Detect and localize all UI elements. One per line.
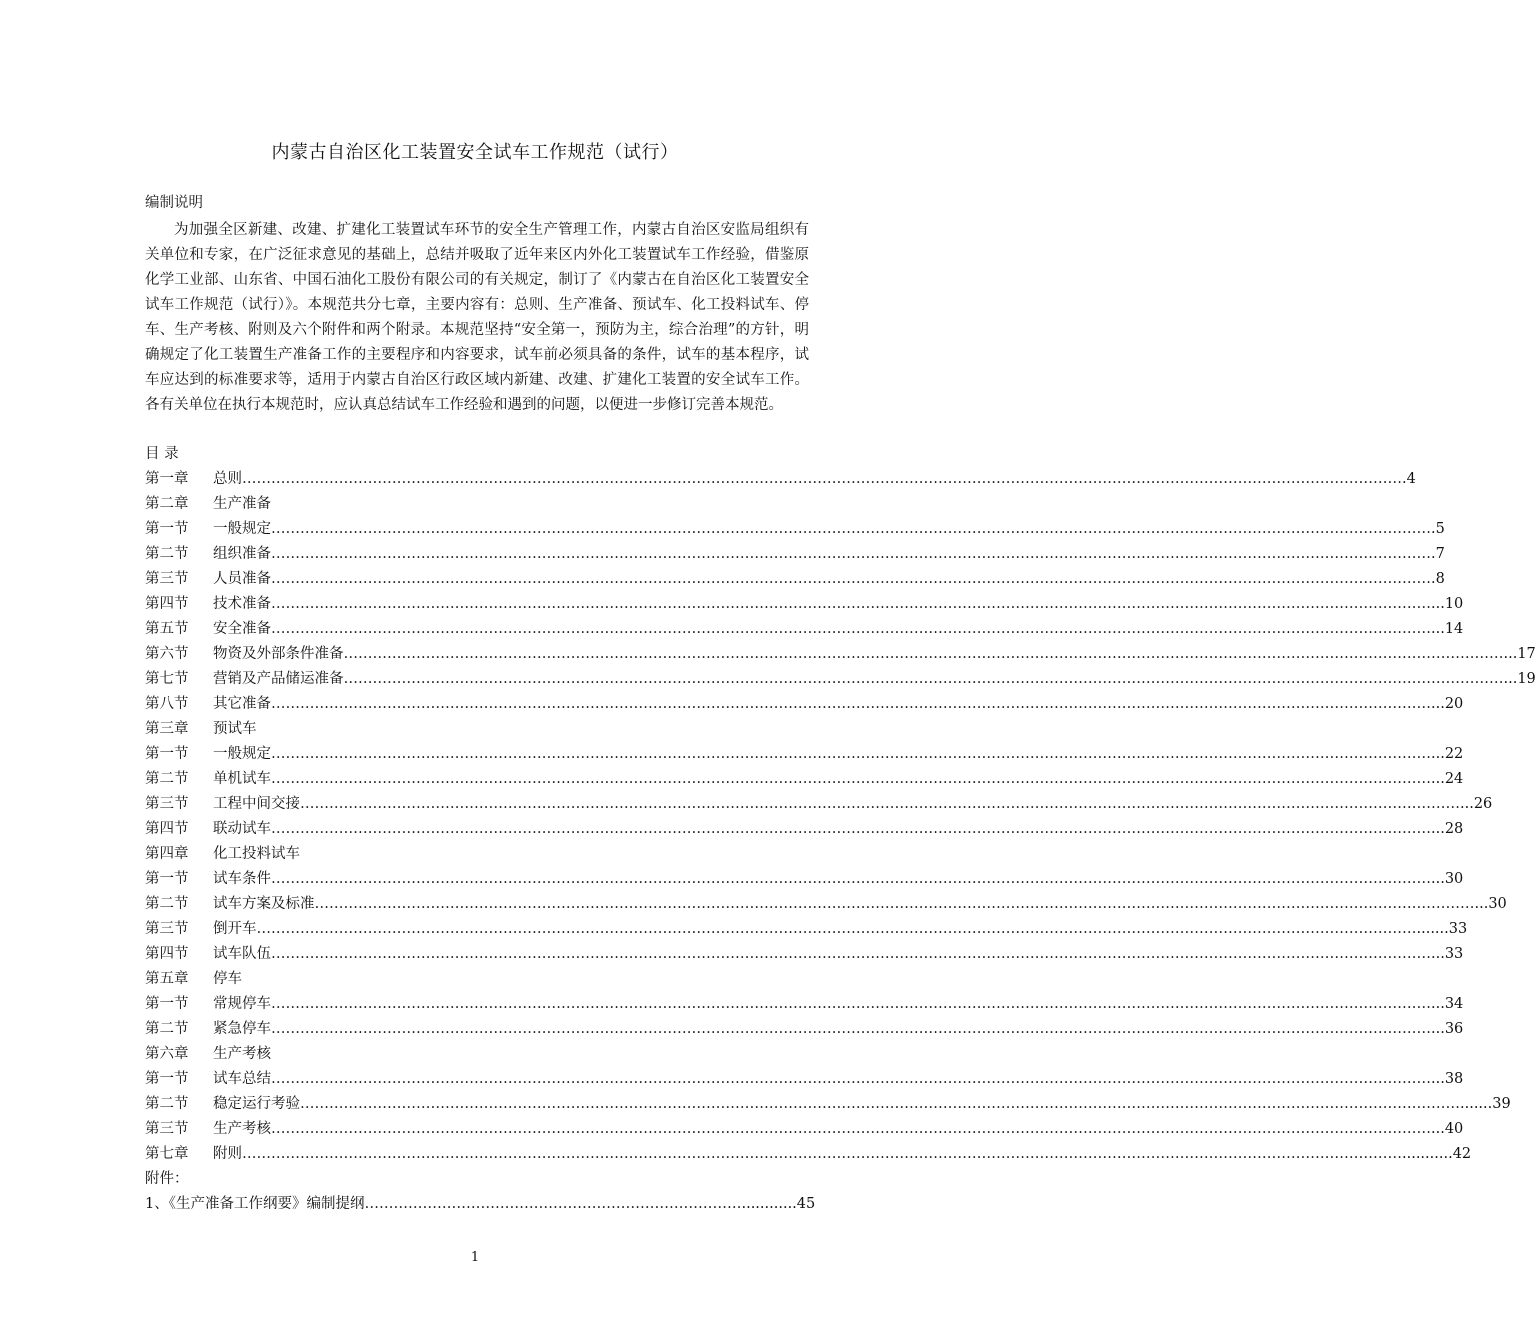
- table-of-contents: [145, 467, 1536, 1167]
- toc-entry-title: 联动试车: [213, 821, 271, 837]
- toc-leader: ……………………………………………………………………………………………………………………………………………………………………………………………………………………: [271, 746, 1431, 762]
- attachment-page: ............45: [741, 1196, 816, 1212]
- toc-entry[interactable]: [145, 842, 615, 867]
- toc-entry-number: 第四节: [145, 821, 189, 837]
- toc-entry-title: 人员准备: [213, 571, 271, 587]
- toc-entry-title: 倒开车: [213, 921, 257, 937]
- toc-entry-number: 第二节: [145, 771, 189, 787]
- toc-entry[interactable]: [145, 1092, 1511, 1117]
- toc-entry[interactable]: [145, 767, 1464, 792]
- toc-entry[interactable]: [145, 542, 1445, 567]
- toc-entry[interactable]: [145, 492, 615, 517]
- toc-entry-number: 第三节: [145, 921, 189, 937]
- toc-entry-number: 第二节: [145, 1096, 189, 1112]
- toc-leader: ……………………………………………………………………………………………………………………………………………………………………………………………………………………: [271, 1121, 1431, 1137]
- toc-leader: ……………………………………………………………………………………………………………………………………………………………………………………………………………………: [271, 696, 1431, 712]
- toc-entry-page: .4: [1402, 471, 1416, 487]
- toc-entry[interactable]: [145, 617, 1464, 642]
- toc-entry-title: 常规停车: [213, 996, 271, 1012]
- toc-entry-title: 化工投料试车: [213, 846, 300, 862]
- attachment-item[interactable]: [145, 1192, 816, 1217]
- toc-entry-title: 生产准备: [213, 496, 271, 512]
- toc-entry[interactable]: [145, 892, 1507, 917]
- toc-leader: ……………………………………………………………………………………………………………………………………………………………………………………………………………………: [271, 546, 1431, 562]
- toc-entry[interactable]: [145, 1017, 1464, 1042]
- toc-entry-number: 第五章: [145, 971, 189, 987]
- toc-entry[interactable]: [145, 467, 1416, 492]
- toc-entry-number: 第三节: [145, 796, 189, 812]
- toc-entry-title: 稳定运行考验: [213, 1096, 300, 1112]
- section-label: 编制说明: [145, 195, 203, 211]
- toc-entry-number: 第二章: [145, 496, 189, 512]
- toc-entry-title: 物资及外部条件准备: [213, 646, 344, 662]
- toc-leader: ……………………………………………………………………………………………………………………………………………………………………………………………………………………: [271, 521, 1431, 537]
- toc-entry-title: 安全准备: [213, 621, 271, 637]
- toc-entry-number: 第四节: [145, 596, 189, 612]
- toc-entry[interactable]: [145, 742, 1464, 767]
- toc-entry[interactable]: [145, 592, 1464, 617]
- toc-entry[interactable]: [145, 967, 615, 992]
- toc-entry-number: 第二节: [145, 546, 189, 562]
- toc-leader: ……………………………………………………………………………………………………………………………………………………………………………………………………………………: [242, 471, 1402, 487]
- toc-leader: ……………………………………………………………………………………………………………………………………………………………………………………………………………………: [271, 771, 1431, 787]
- toc-entry[interactable]: [145, 817, 1464, 842]
- toc-entry-page: ...30: [1474, 896, 1507, 912]
- toc-entry[interactable]: [145, 517, 1445, 542]
- toc-entry-title: 试车队伍: [213, 946, 271, 962]
- toc-entry-page: ...10: [1431, 596, 1464, 612]
- toc-entry-number: 第三节: [145, 571, 189, 587]
- toc-entry-number: 第二节: [145, 896, 189, 912]
- toc-entry-number: 第五节: [145, 621, 189, 637]
- toc-entry-page: ...36: [1431, 1021, 1464, 1037]
- toc-entry-number: 第六节: [145, 646, 189, 662]
- toc-leader: ……………………………………………………………………………………………………………………………………………………………………………………………………………………: [271, 946, 1431, 962]
- toc-leader: ……………………………………………………………………………………………………………………………………………………………………………………………………………………: [271, 1071, 1431, 1087]
- toc-entry-page: .......33: [1416, 921, 1468, 937]
- toc-entry-number: 第一章: [145, 471, 189, 487]
- toc-entry-title: 其它准备: [213, 696, 271, 712]
- toc-entry-page: .8: [1431, 571, 1445, 587]
- toc-entry[interactable]: [145, 717, 615, 742]
- toc-leader: ……………………………………………………………………………………………………………………………………………………………………………………………………………………: [271, 621, 1431, 637]
- toc-entry-number: 第一节: [145, 1071, 189, 1087]
- document-title: 内蒙古自治区化工装置安全试车工作规范（试行）: [271, 142, 679, 163]
- toc-leader: ……………………………………………………………………………………………………………………………………………………………………………………………………………………: [256, 921, 1417, 937]
- attachment-title: 1、《生产准备工作纲要》编制提纲: [145, 1196, 365, 1212]
- toc-entry-title: 一般规定: [213, 521, 271, 537]
- toc-entry-number: 第一节: [145, 521, 189, 537]
- toc-leader: ……………………………………………………………………: [364, 1196, 742, 1212]
- toc-leader: ……………………………………………………………………………………………………………………………………………………………………………………………………………………: [271, 571, 1431, 587]
- toc-entry[interactable]: [145, 867, 1464, 892]
- toc-entry[interactable]: [145, 992, 1464, 1017]
- toc-entry-page: ...28: [1431, 821, 1464, 837]
- toc-entry-number: 第一节: [145, 746, 189, 762]
- toc-leader: ……………………………………………………………………………………………………………………………………………………………………………………………………………………: [343, 646, 1504, 662]
- toc-entry-title: 附则: [213, 1146, 242, 1162]
- toc-entry-page: .5: [1431, 521, 1445, 537]
- toc-entry-page: ...22: [1431, 746, 1464, 762]
- toc-entry-page: ...........42: [1402, 1146, 1472, 1162]
- toc-entry[interactable]: [145, 917, 1468, 942]
- toc-entry-page: ...17: [1503, 646, 1536, 662]
- toc-heading: 目 录: [145, 446, 179, 462]
- toc-entry[interactable]: [145, 1117, 1464, 1142]
- toc-entry-page: ...33: [1431, 946, 1464, 962]
- toc-entry-title: 技术准备: [213, 596, 271, 612]
- toc-entry-title: 总则: [213, 471, 242, 487]
- toc-entry-number: 第三节: [145, 1121, 189, 1137]
- toc-entry-number: 第六章: [145, 1046, 189, 1062]
- toc-entry-title: 营销及产品储运准备: [213, 671, 344, 687]
- toc-leader: ……………………………………………………………………………………………………………………………………………………………………………………………………………………: [300, 796, 1460, 812]
- toc-entry[interactable]: [145, 1142, 1472, 1167]
- attachments-label: 附件：: [145, 1171, 189, 1187]
- toc-entry-page: .......39: [1460, 1096, 1511, 1112]
- toc-leader: ……………………………………………………………………………………………………………………………………………………………………………………………………………………: [271, 821, 1431, 837]
- toc-entry-title: 紧急停车: [213, 1021, 271, 1037]
- toc-entry-number: 第二节: [145, 1021, 189, 1037]
- toc-entry-number: 第四节: [145, 946, 189, 962]
- toc-entry-title: 一般规定: [213, 746, 271, 762]
- toc-entry-title: 试车总结: [213, 1071, 271, 1087]
- intro-paragraph: 为加强全区新建、改建、扩建化工装置试车环节的安全生产管理工作，内蒙古自治区安监局组织有关单位和专家，在广泛征求意见的基础上，总结并吸取了近年来区内外化工装置试车工作经验，借鉴原化学工业部、山东省、中国石油化工股份有限公司的有关规定，制订了《内蒙古在自治区化工装置安全试车工作规范（试行）》。本规范共分七章，主要内容有：总则、生产准备、预试车、化工投料试车、停车、生产考核、附则及六个附件和两个附录。本规范坚持“安全第一，预防为主，综合治理”的方针，明确规定了化工装置生产准备工作的主要程序和内容要求，试车前必须具备的条件，试车的基本程序，试车应达到的标准要求等，适用于内蒙古自治区行政区域内新建、改建、扩建化工装置的安全试车工作。各有关单位在执行本规范时，应认真总结试车工作经验和遇到的问题，以便进一步修订完善本规范。: [145, 222, 809, 413]
- toc-entry[interactable]: [145, 642, 1536, 667]
- toc-entry-page: ...34: [1431, 996, 1464, 1012]
- toc-entry-page: ...24: [1431, 771, 1464, 787]
- toc-entry-page: ...30: [1431, 871, 1464, 887]
- toc-entry-page: ...14: [1431, 621, 1464, 637]
- toc-entry-number: 第七章: [145, 1146, 189, 1162]
- toc-entry-title: 停车: [213, 971, 242, 987]
- toc-entry-page: ...20: [1431, 696, 1464, 712]
- toc-leader: ……………………………………………………………………………………………………………………………………………………………………………………………………………………: [314, 896, 1475, 912]
- page-number: 1: [470, 1250, 480, 1265]
- toc-entry[interactable]: [145, 1067, 1464, 1092]
- toc-entry-title: 试车方案及标准: [213, 896, 315, 912]
- attachment-list: [145, 1192, 816, 1217]
- toc-entry-page: .7: [1431, 546, 1445, 562]
- toc-entry[interactable]: [145, 1042, 615, 1067]
- toc-entry[interactable]: [145, 792, 1493, 817]
- toc-entry-title: 单机试车: [213, 771, 271, 787]
- toc-leader: ……………………………………………………………………………………………………………………………………………………………………………………………………………………: [271, 596, 1431, 612]
- toc-leader: ……………………………………………………………………………………………………………………………………………………………………………………………………………………: [271, 871, 1431, 887]
- toc-entry-number: 第三章: [145, 721, 189, 737]
- toc-entry-number: 第七节: [145, 671, 189, 687]
- toc-entry-number: 第四章: [145, 846, 189, 862]
- toc-entry-title: 组织准备: [213, 546, 271, 562]
- toc-entry-title: 试车条件: [213, 871, 271, 887]
- toc-entry-page: ...38: [1431, 1071, 1464, 1087]
- toc-entry[interactable]: [145, 942, 1464, 967]
- toc-entry-page: ...26: [1460, 796, 1493, 812]
- toc-entry-number: 第八节: [145, 696, 189, 712]
- toc-leader: ……………………………………………………………………………………………………………………………………………………………………………………………………………………: [271, 1021, 1431, 1037]
- toc-leader: ……………………………………………………………………………………………………………………………………………………………………………………………………………………: [343, 671, 1504, 687]
- toc-leader: ……………………………………………………………………………………………………………………………………………………………………………………………………………………: [242, 1146, 1402, 1162]
- toc-entry[interactable]: [145, 667, 1536, 692]
- toc-entry-number: 第一节: [145, 871, 189, 887]
- toc-entry-page: ...19: [1503, 671, 1536, 687]
- toc-entry-title: 生产考核: [213, 1046, 271, 1062]
- toc-entry[interactable]: [145, 567, 1445, 592]
- toc-entry[interactable]: [145, 692, 1464, 717]
- toc-entry-title: 生产考核: [213, 1121, 271, 1137]
- toc-entry-title: 预试车: [213, 721, 257, 737]
- toc-entry-number: 第一节: [145, 996, 189, 1012]
- toc-leader: ……………………………………………………………………………………………………………………………………………………………………………………………………………………: [300, 1096, 1460, 1112]
- toc-leader: ……………………………………………………………………………………………………………………………………………………………………………………………………………………: [271, 996, 1431, 1012]
- toc-entry-page: ...40: [1431, 1121, 1464, 1137]
- toc-entry-title: 工程中间交接: [213, 796, 300, 812]
